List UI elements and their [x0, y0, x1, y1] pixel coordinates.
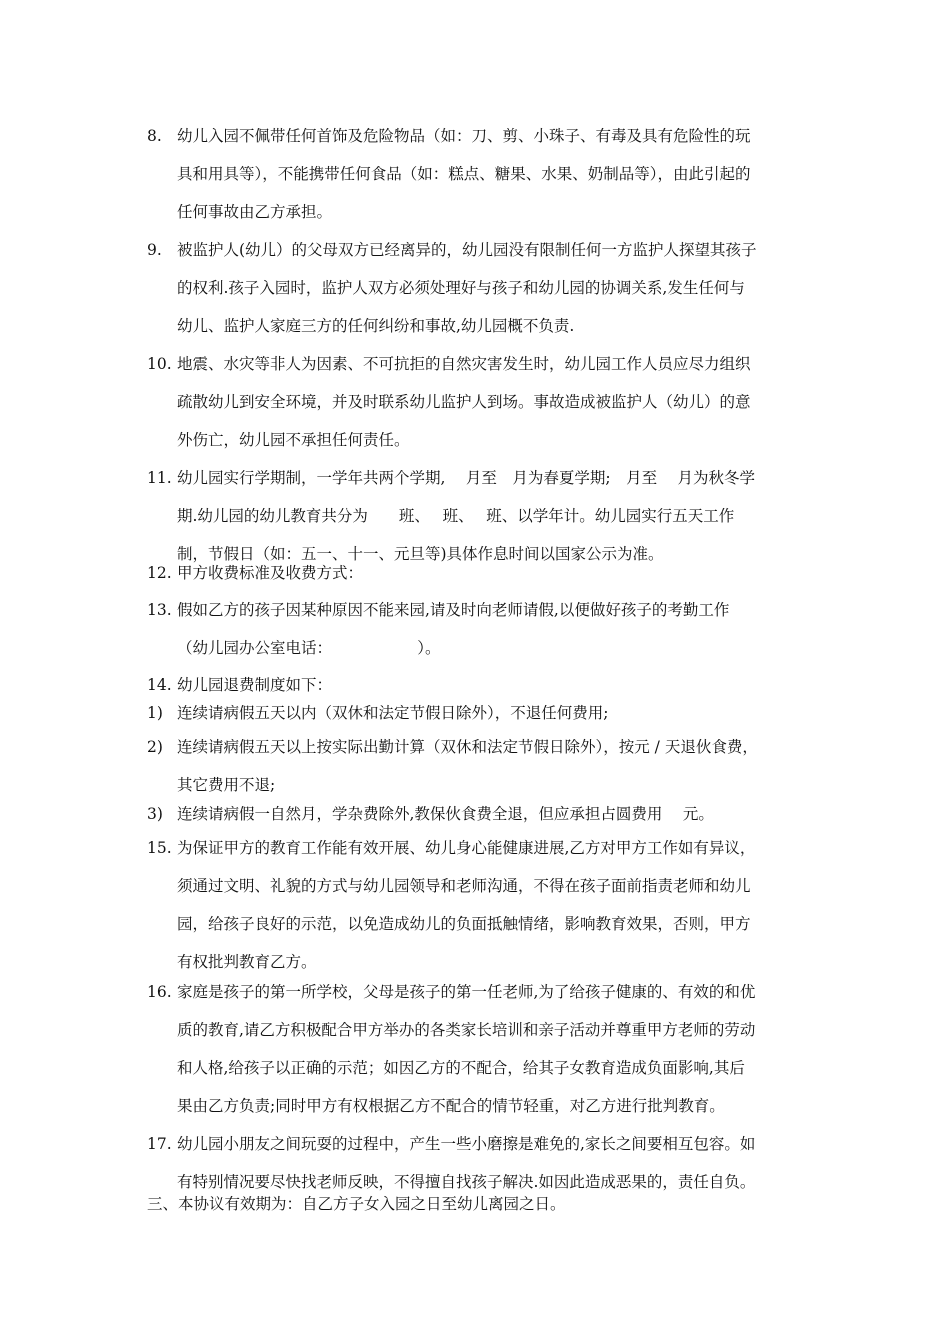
clause-line: 被监护人(幼儿）的父母双方已经离异的，幼儿园没有限制任何一方监护人探望其孩子	[177, 241, 757, 259]
clause-line: 须通过文明、礼貌的方式与幼儿园领导和老师沟通，不得在孩子面前指责老师和幼儿	[177, 877, 751, 895]
clause-number: 2)	[147, 738, 163, 756]
clause-line: 幼儿园实行学期制，一学年共两个学期, 月至 月为春夏学期; 月至 月为秋冬学	[177, 469, 756, 487]
clause-item	[147, 795, 827, 833]
clause-number: 13.	[147, 601, 172, 619]
clause-item	[147, 554, 827, 592]
clause-line: 甲方收费标准及收费方式：	[177, 564, 364, 582]
clause-line: 的权利.孩子入园时，监护人双方必须处理好与孩子和幼儿园的协调关系,发生任何与	[177, 279, 745, 297]
clause-line: 具和用具等），不能携带任何食品（如：糕点、糖果、水果、奶制品等），由此引起的	[177, 165, 751, 183]
clause-item	[147, 591, 827, 667]
clause-number: 10.	[147, 355, 172, 373]
clause-number: 3)	[147, 805, 163, 823]
clause-item	[147, 231, 827, 345]
clause-number: 16.	[147, 983, 172, 1001]
clause-line: 幼儿园退费制度如下：	[177, 676, 333, 694]
clause-line: 有权批判教育乙方。	[177, 953, 317, 971]
clause-line: 连续请病假五天以上按实际出勤计算（双休和法定节假日除外），按元 / 天退伙食费，	[177, 738, 758, 756]
clause-number: 11.	[147, 469, 172, 487]
clause-line: 地震、水灾等非人为因素、不可抗拒的自然灾害发生时，幼儿园工作人员应尽力组织	[177, 355, 751, 373]
clause-line: 园，给孩子良好的示范，以免造成幼儿的负面抵触情绪，影响教育效果，否则，甲方	[177, 915, 751, 933]
clause-number: 15.	[147, 839, 172, 857]
clause-number: 9.	[147, 241, 162, 259]
clause-line: 家庭是孩子的第一所学校，父母是孩子的第一任老师,为了给孩子健康的、有效的和优	[177, 983, 756, 1001]
clause-number: 8.	[147, 127, 162, 145]
clause-line: 幼儿、监护人家庭三方的任何纠纷和事故,幼儿园概不负责.	[177, 317, 575, 335]
clause-line: 为保证甲方的教育工作能有效开展、幼儿身心能健康进展,乙方对甲方工作如有异议，	[177, 839, 756, 857]
section-three-validity: 三、本协议有效期为：自乙方子女入园之日至幼儿离园之日。	[147, 1195, 566, 1213]
clause-line: （幼儿园办公室电话： ）。	[177, 639, 441, 657]
clause-item	[147, 117, 827, 231]
clause-line: 任何事故由乙方承担。	[177, 203, 333, 221]
clause-number: 12.	[147, 564, 172, 582]
clause-number: 1)	[147, 704, 163, 722]
clause-item	[147, 694, 827, 732]
clause-line: 期.幼儿园的幼儿教育共分为 班、 班、 班、以学年计。幼儿园实行五天工作	[177, 507, 735, 525]
clause-number: 14.	[147, 676, 172, 694]
clause-item	[147, 345, 827, 459]
clause-line: 幼儿入园不佩带任何首饰及危险物品（如：刀、剪、小珠子、有毒及具有危险性的玩	[177, 127, 751, 145]
clause-line: 有特别情况要尽快找老师反映，不得擅自找孩子解决.如因此造成恶果的，责任自负。	[177, 1173, 756, 1191]
clause-item	[147, 728, 827, 804]
clause-number: 17.	[147, 1135, 172, 1153]
clause-line: 果由乙方负责;同时甲方有权根据乙方不配合的情节轻重，对乙方进行批判教育。	[177, 1097, 725, 1115]
clause-line: 假如乙方的孩子因某种原因不能来园,请及时向老师请假,以便做好孩子的考勤工作	[177, 601, 730, 619]
clause-item	[147, 829, 827, 981]
clause-line: 质的教育,请乙方积极配合甲方举办的各类家长培训和亲子活动并尊重甲方老师的劳动	[177, 1021, 756, 1039]
clause-line: 其它费用不退;	[177, 776, 276, 794]
clause-line: 连续请病假五天以内（双休和法定节假日除外），不退任何费用;	[177, 704, 609, 722]
clause-line: 幼儿园小朋友之间玩耍的过程中，产生一些小磨擦是难免的,家长之间要相互包容。如	[177, 1135, 756, 1153]
clause-line: 和人格,给孩子以正确的示范；如因乙方的不配合，给其子女教育造成负面影响,其后	[177, 1059, 745, 1077]
clause-line: 连续请病假一自然月，学杂费除外,教保伙食费全退，但应承担占圆费用 元。	[177, 805, 714, 823]
clause-line: 外伤亡，幼儿园不承担任何责任。	[177, 431, 410, 449]
clause-line: 制，节假日（如：五一、十一、元旦等)具体作息时间以国家公示为准。	[177, 545, 664, 563]
clause-item	[147, 973, 827, 1125]
clause-line: 疏散幼儿到安全环境，并及时联系幼儿监护人到场。事故造成被监护人（幼儿）的意	[177, 393, 751, 411]
